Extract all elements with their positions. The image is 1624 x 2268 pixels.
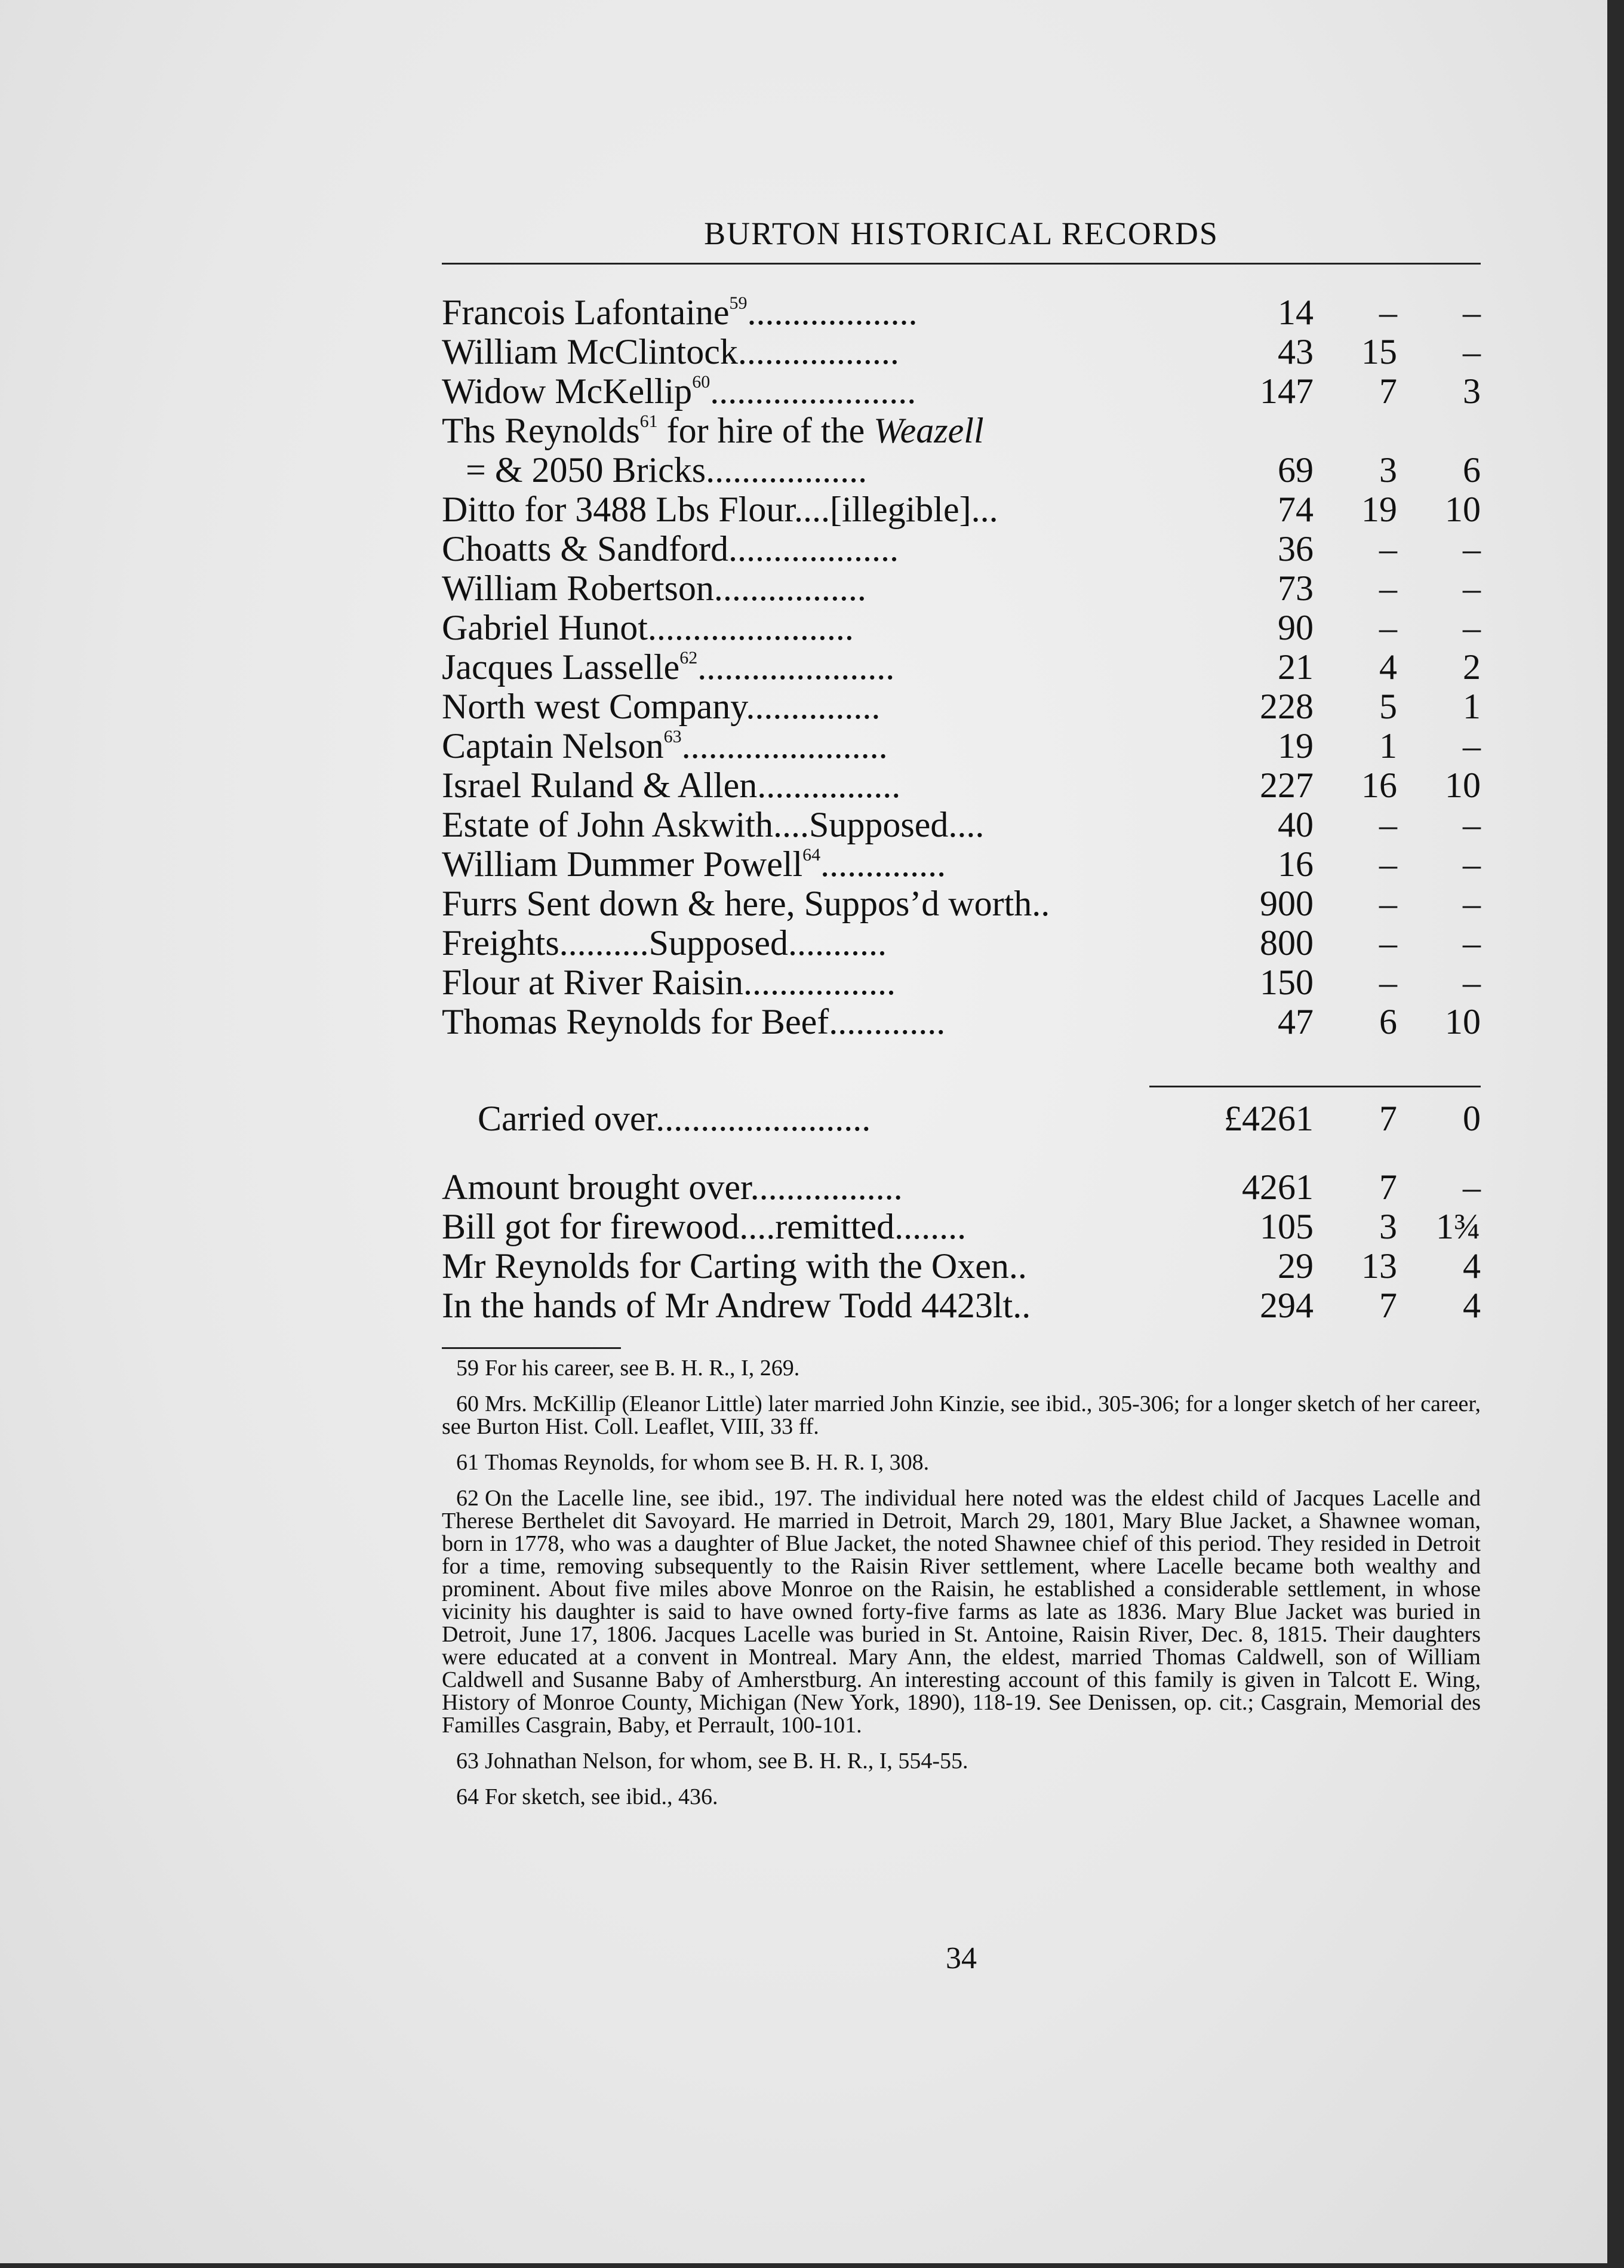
shillings: – <box>1379 923 1397 963</box>
leader-dots: ................ <box>757 766 901 805</box>
pounds: 36 <box>1278 529 1314 568</box>
ledger-row <box>442 411 1481 450</box>
pence: 6 <box>1463 450 1481 490</box>
footnote-ref: 64 <box>802 845 821 865</box>
footnote-ref: 60 <box>692 372 710 392</box>
pounds: 900 <box>1260 884 1314 923</box>
shillings: 15 <box>1361 332 1397 371</box>
pounds: 150 <box>1260 963 1314 1002</box>
shillings: – <box>1379 608 1397 647</box>
ledger-row <box>442 1246 1481 1286</box>
footnote-number: 61 <box>456 1450 479 1475</box>
footnote-text: On the Lacelle line, see ibid., 197. The individual here noted was the eldest child of Jacques Lacelle and Therese Berthelet dit Savoyard. He married in Detroit, March 29, 1801, Mary Blue Jacket, a Shawnee woman, born in 1778, who was a daughter of Blue Jacket, the noted Shawnee chief of this period. They resided in Detroit for a time, removing subsequently to the Raisin River settlement, where Lacelle became both wealthy and prominent. About five miles above Monroe on the Raisin, he established a considerable settlement, in whose vicinity his daughter is said to have owned forty-five farms as late as 1836. Mary Blue Jacket was buried in Detroit, June 17, 1806. Jacques Lacelle was buried in St. Antoine, Raisin River, Dec. 8, 1815. Their daughters were educated at a convent in Montreal. Mary Ann, the eldest, married Thomas Caldwell, son of William Caldwell and Susanne Baby of Amherstburg. An interesting account of this family is given in Talcott E. Wing, History of Monroe County, Michigan (New York, 1890), 118-19. See Denissen, op. cit.; Casgrain, Memorial des Familles Casgrain, Baby, et Perrault, 100-101. <box>442 1486 1481 1738</box>
ledger-row <box>442 332 1481 371</box>
footnote-text: Thomas Reynolds, for whom see B. H. R. I, 308. <box>485 1450 930 1475</box>
footnote-text: For his career, see B. H. R., I, 269. <box>485 1356 800 1381</box>
shillings: 13 <box>1361 1246 1397 1286</box>
entry-name: Carried over <box>478 1099 656 1138</box>
pounds: 40 <box>1278 805 1314 844</box>
footnote-number: 64 <box>456 1784 479 1809</box>
footnote-number: 63 <box>456 1748 479 1774</box>
pounds: 69 <box>1278 450 1314 490</box>
shillings: 19 <box>1361 490 1397 529</box>
footnote-text: Mrs. McKillip (Eleanor Little) later married John Kinzie, see ibid., 305-306; for a longer sketch of her career, see Burton Hist. Coll. Leaflet, VIII, 33 ff. <box>442 1391 1481 1439</box>
brought-over-section <box>442 1167 1481 1325</box>
footnote <box>442 1357 1481 1379</box>
footnote-ref: 59 <box>729 293 748 313</box>
pounds: 147 <box>1260 371 1314 411</box>
pounds: 29 <box>1278 1246 1314 1286</box>
footnote <box>442 1451 1481 1474</box>
pounds: 16 <box>1278 844 1314 884</box>
entry-name: William Dummer Powell <box>442 844 803 884</box>
pounds: 800 <box>1260 923 1314 963</box>
pence: 1 <box>1463 687 1481 726</box>
entry-name: In the hands of Mr Andrew Todd 4423lt.. <box>442 1286 1031 1325</box>
footnote-ref: 63 <box>663 727 682 746</box>
entry-name: Francois Lafontaine <box>442 293 730 332</box>
pence: – <box>1463 923 1481 963</box>
shillings: 5 <box>1379 687 1397 726</box>
leader-dots: .............. <box>820 844 946 884</box>
entry-name: Captain Nelson <box>442 726 664 766</box>
footnote <box>442 1393 1481 1438</box>
leader-dots: ............... <box>746 687 881 726</box>
entry-name: Freights..........Supposed........... <box>442 923 887 963</box>
pence: 3 <box>1463 371 1481 411</box>
pence: 4 <box>1463 1286 1481 1325</box>
leader-dots: ....................... <box>647 608 854 647</box>
footnote-text: For sketch, see ibid., 436. <box>485 1784 718 1809</box>
ledger-row <box>442 568 1481 608</box>
carried-over-total <box>442 1099 1481 1138</box>
entry-name: Estate of John Askwith....Supposed.... <box>442 805 985 844</box>
leader-dots: .................. <box>706 450 868 490</box>
ledger-row <box>442 884 1481 923</box>
pounds: 43 <box>1278 332 1314 371</box>
leader-dots: ................... <box>728 529 899 568</box>
pence: – <box>1463 293 1481 332</box>
ledger-row <box>442 371 1481 411</box>
entry-name: Jacques Lasselle <box>442 647 680 687</box>
footnote-ref: 62 <box>679 648 698 668</box>
footnote-ref: 61 <box>639 411 658 431</box>
pounds: 90 <box>1278 608 1314 647</box>
leader-dots: ....................... <box>681 726 888 766</box>
shillings: 7 <box>1379 1167 1397 1207</box>
shillings: 1 <box>1379 726 1397 766</box>
pounds: 14 <box>1278 293 1314 332</box>
pounds: £4261 <box>1224 1099 1314 1138</box>
pence: – <box>1463 726 1481 766</box>
shillings: 16 <box>1361 766 1397 805</box>
ledger-row <box>442 1207 1481 1246</box>
footnote-rule <box>442 1347 621 1349</box>
entry-name: Ditto for 3488 Lbs Flour....[illegible]... <box>442 490 998 529</box>
pounds: 227 <box>1260 766 1314 805</box>
running-header: BURTON HISTORICAL RECORDS <box>704 216 1219 251</box>
shillings: – <box>1379 805 1397 844</box>
ledger-row <box>442 1099 1481 1138</box>
pence: 10 <box>1445 1002 1481 1041</box>
entry-continuation: for hire of the <box>657 411 874 450</box>
page-number: 34 <box>946 1941 977 1975</box>
pounds: 105 <box>1260 1207 1314 1246</box>
shillings: 7 <box>1379 371 1397 411</box>
ledger-row <box>442 844 1481 884</box>
shillings: – <box>1379 844 1397 884</box>
footnote <box>442 1487 1481 1737</box>
ledger-row <box>442 1167 1481 1207</box>
pounds: 294 <box>1260 1286 1314 1325</box>
shillings: 4 <box>1379 647 1397 687</box>
shillings: – <box>1379 529 1397 568</box>
pounds: 73 <box>1278 568 1314 608</box>
entry-name: Gabriel Hunot <box>442 608 648 647</box>
leader-dots: ................. <box>713 568 866 608</box>
pounds: 74 <box>1278 490 1314 529</box>
pence: 1¾ <box>1436 1207 1481 1246</box>
shillings: 3 <box>1379 1207 1397 1246</box>
entry-name: Mr Reynolds for Carting with the Oxen.. <box>442 1246 1027 1286</box>
footnotes <box>442 1357 1481 1821</box>
ledger-row <box>442 1286 1481 1325</box>
leader-dots: .................. <box>737 332 899 371</box>
entry-name: = & 2050 Bricks <box>466 450 706 490</box>
shillings: 7 <box>1379 1286 1397 1325</box>
ledger-table <box>442 293 1481 1041</box>
pounds: 19 <box>1278 726 1314 766</box>
shillings: 6 <box>1379 1002 1397 1041</box>
pounds: 4261 <box>1242 1167 1314 1207</box>
entry-name: Thomas Reynolds for Beef <box>442 1002 829 1041</box>
ledger-row <box>442 1002 1481 1041</box>
pence: 0 <box>1463 1099 1481 1138</box>
footnote <box>442 1750 1481 1772</box>
ledger-row <box>442 766 1481 805</box>
sum-rule <box>1149 1086 1481 1087</box>
ledger-row <box>442 608 1481 647</box>
leader-dots: ....................... <box>710 371 916 411</box>
ledger-row <box>442 293 1481 332</box>
footnote-text: Johnathan Nelson, for whom, see B. H. R., I, 554-55. <box>485 1748 968 1774</box>
pence: – <box>1463 608 1481 647</box>
entry-name: William McClintock <box>442 332 738 371</box>
footnote-number: 60 <box>456 1391 479 1416</box>
entry-name: Bill got for firewood....remitted........ <box>442 1207 967 1246</box>
leader-dots: ...................... <box>697 647 895 687</box>
pence: – <box>1463 332 1481 371</box>
shillings: 7 <box>1379 1099 1397 1138</box>
shillings: – <box>1379 884 1397 923</box>
pence: – <box>1463 884 1481 923</box>
footnote <box>442 1785 1481 1808</box>
ledger-row <box>442 490 1481 529</box>
entry-name: William Robertson <box>442 568 714 608</box>
entry-name: Amount brought over <box>442 1167 751 1207</box>
leader-dots: ................... <box>747 293 918 332</box>
header-rule <box>442 263 1481 265</box>
shillings: – <box>1379 293 1397 332</box>
entry-name: North west Company <box>442 687 746 726</box>
ledger-row <box>442 805 1481 844</box>
ledger-row <box>442 647 1481 687</box>
leader-dots: ........................ <box>656 1099 871 1138</box>
ledger-row <box>442 529 1481 568</box>
leader-dots: ............. <box>829 1002 946 1041</box>
entry-name: Ths Reynolds <box>442 411 640 450</box>
pence: – <box>1463 963 1481 1002</box>
pence: – <box>1463 1167 1481 1207</box>
leader-dots: ................. <box>750 1167 903 1207</box>
entry-name: Furrs Sent down & here, Suppos’d worth.. <box>442 884 1050 923</box>
pence: – <box>1463 568 1481 608</box>
pounds: 47 <box>1278 1002 1314 1041</box>
ledger-row <box>442 963 1481 1002</box>
ledger-row <box>442 726 1481 766</box>
entry-name: Flour at River Raisin <box>442 963 743 1002</box>
pence: 10 <box>1445 490 1481 529</box>
pence: – <box>1463 805 1481 844</box>
ledger-row <box>442 450 1481 490</box>
shillings: 3 <box>1379 450 1397 490</box>
entry-name: Israel Ruland & Allen <box>442 766 758 805</box>
pence: 10 <box>1445 766 1481 805</box>
entry-name: Widow McKellip <box>442 371 693 411</box>
ship-name: Weazell <box>873 411 984 450</box>
pounds: 228 <box>1260 687 1314 726</box>
ledger-row <box>442 923 1481 963</box>
pence: 2 <box>1463 647 1481 687</box>
shillings: – <box>1379 568 1397 608</box>
shillings: – <box>1379 963 1397 1002</box>
entry-name: Choatts & Sandford <box>442 529 728 568</box>
footnote-number: 62 <box>456 1486 479 1511</box>
footnote-number: 59 <box>456 1356 479 1381</box>
ledger-row <box>442 687 1481 726</box>
pence: – <box>1463 844 1481 884</box>
pounds: 21 <box>1278 647 1314 687</box>
leader-dots: ................. <box>743 963 896 1002</box>
pence: – <box>1463 529 1481 568</box>
pence: 4 <box>1463 1246 1481 1286</box>
